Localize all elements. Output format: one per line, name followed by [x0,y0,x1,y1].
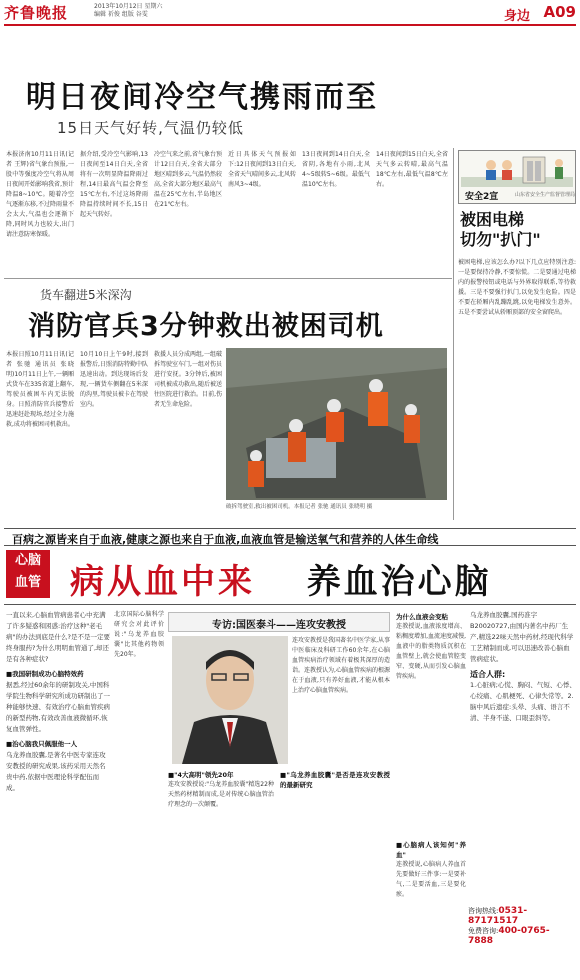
story1-subhead: 15日天气好转,气温仍较低 [57,119,244,137]
sidebar-column [458,258,576,520]
hotline-label2: 免费咨询: [468,927,499,935]
ad-column [280,770,390,970]
section-divider [4,278,452,279]
safety-agency: 山东省安全生产监督管理局 [515,192,576,198]
ad-banner-text: 百病之源皆来自于血液,健康之源也来自于血液,血液血管是输送氧气和营养的人体生命线 [12,533,439,546]
ad-headline [70,554,492,603]
expert-portrait-image [172,636,288,764]
story1-col6: 14日夜间到15日白天,全省天气多云转晴,最高气温18℃左右,最低气温8℃左右。 [376,151,448,188]
story2-column [154,350,222,520]
ad-label-line1: 心脑 [14,553,41,568]
interview-title: 专访:国医泰斗——连攻安教授 [212,620,346,631]
ad-qa-column [396,612,466,832]
story2-column [6,350,74,520]
ad-right-text: 乌龙养血胶囊,国药准字B20020727,由国内著名中药厂生产,精选22味天然中药材,经现代科学工艺精制而成,可以迅速改善心脑血管病症状。 [470,611,574,663]
ad-column [114,610,164,950]
story1-column [154,150,222,270]
story1-col4: 近日具体天气预报如下:12日夜间到13日白天,全省天气晴间多云,北风转南风3~4级。 [228,151,296,188]
ad-column [396,840,466,970]
safety-banner [458,150,576,204]
interview-text: 连攻安教授是我国著名中医学家,从事中医临床及科研工作60余年,在心脑血管疾病治疗领域有着极其深厚的造诣。连教授认为,心脑血管疾病的根源在于血液,只有养好血液,才能从根本上治疗心脑血管疾病。 [292,637,390,694]
section-name: 身边 [503,9,530,24]
photo-caption: 破拆驾驶室,救出被困司机。本报记者 张驰 通讯员 张晓明 摄 [226,504,373,510]
story1-col1: 本报济南10月11日讯(记者 王辉)省气象台预报,一股中等强度冷空气将从周日夜间开始影响我省,预计降温8~10℃。随着冷空气逐渐东移,不过降雨量不会太大,气温也会逐渐下降,同时风力也较大,出门请注意防寒保暖。 [6,151,74,238]
ad-subhead3: ■"4大高明"领先20年 [168,771,234,779]
story2-column [80,350,148,520]
ad-intro-text: 一直以来,心脑血管病患者心中充满了许多疑惑和困惑:治疗这种"老毛病"的办法到底是什么?是不是一定要终身服药?为什么明明血管通了,却还是有各种症状? [6,611,110,663]
ad-subhead5: ■心脑病人该知何"养血" [396,841,466,859]
story1-col5: 13日夜间到14日白天,全省阴,各地有小雨,北风4~5级转5~6级。最低气温10℃左右。 [302,151,370,188]
story1-column [80,150,148,270]
masthead-date: 2013年10月12日 星期六 [94,3,163,10]
ad-subhead1: ■我国研制成功心脑特效药 [6,670,84,678]
ad-column [168,770,274,970]
ad-text5: 连教授说,心脑病人养血首先要做好三件事:一是要补气,二是要活血,三是要化瘀。 [396,861,466,898]
ad-text2: 乌龙养血胶囊,是著名中医专家连攻安教授的研究成果,该药采用天然名贵中药,依据中医理论科学配伍而成。 [6,751,106,792]
ad-banner [4,528,576,546]
sidebar-title-line1: 被困电梯 [460,210,525,229]
story2-col2: 10月10日上午9时,接到报警后,日照消防特勤中队迅速出动。到达现场后发现,一辆货车侧翻在5米深的沟里,驾驶员被卡在驾驶室内。 [80,351,148,408]
story1-column [302,150,370,270]
story1-column [6,150,74,270]
story1-column [228,150,296,270]
story2-col3: 救援人员分成两组,一组破拆驾驶室车门,一组对伤员进行安抚。3分钟后,被困司机被成功救出,随后被送往医院进行救治。目前,伤者无生命危险。 [154,351,222,408]
expert-portrait [172,636,288,764]
ad-text4: 连攻安教授说:"乌龙养血胶囊"精选22种天然药材精制而成,是对传统心脑血管治疗理念的一次颠覆。 [168,781,274,808]
ad-category-label [6,550,50,598]
ad-subhead2: ■治心脑我只佩服他一人 [6,740,78,748]
suitable-title: 适合人群: [470,670,506,679]
interview-box [168,612,390,632]
story1-headline: 明日夜间冷空气携雨而至 [26,80,378,115]
ad-intro [6,610,110,794]
newspaper-logo: 齐鲁晚报 [4,4,69,22]
masthead-editors: 编辑 祈俊 组版 谷雯 [94,11,148,18]
column-divider [453,148,454,520]
sidebar-title-line2: 切勿"扒门" [460,230,541,249]
story2-col1: 本报日照10月11日讯(记者 张驰 通讯员 张晓明)10月11日上午,一辆厢式货车在335省道上翻车,驾驶员被困车内无法脱身。日照消防官兵接警后迅速赶赴现场,经过全力施救,成功将被困司机救出。 [6,351,74,428]
interview-column [292,636,390,766]
hotline-box [468,906,574,960]
story2-kicker: 货车翻进5米深沟 [40,288,132,302]
story1-column [376,150,448,270]
ad-q-label: 为什么血液会变粘 [396,613,448,621]
hotline-number2[interactable]: 400-0765-7888 [468,926,550,946]
suitable-text: 1.心脏病;心慌、胸闷、气短、心悸、心绞痛、心肌梗死、心律失常等。2.脑中风后遗症:头晕、头痛、语言不清、半身不遂、口眼歪斜等。 [470,681,576,722]
ad-headline-part2: 养血治心脑 [306,562,492,602]
hotline-number[interactable]: 0531-87171517 [468,906,528,926]
rescue-photo-image [226,348,447,500]
ad-right-column [470,610,576,724]
story1-col3: 冷空气来之前,省气象台预计12日白天,全省大部分地区晴到多云,气温仍然较高,全省大部分地区最高气温在25℃左右,半岛地区在21℃左右。 [154,151,222,208]
ad-headline-part1: 病从血中来 [70,562,255,602]
masthead-info [94,3,162,19]
ad-subhead4: ■"乌龙养血胶囊"是否是连攻安教授的最新研究 [280,771,390,789]
ad-label-line2: 血管 [14,575,41,590]
page-number: A09 [543,3,576,21]
ad-text1: 据悉,经过60余年的研制攻关,中国科学院生物科学研究所成功研制出了一种能够快速、有效治疗心脑血管疾病的新型药物,有效改善血液微循环,恢复血管弹性。 [6,681,110,733]
sidebar-text: 被困电梯,应该怎么办?以下几点应特别注意:一是要保持冷静,不要惊慌。二是要通过电梯内的报警按钮或电话与外界取得联系,等待救援。三是不要强行扒门,以免发生危险。四是不要在轿厢内乱蹦乱跳,以免电梯发生意外。五是不要尝试从轿厢顶部的安全窗爬出。 [458,259,576,316]
rescue-photo [226,348,447,500]
story1-col2: 据介绍,受冷空气影响,13日夜间至14日白天,全省将有一次明显降温降雨过程,14日最高气温会降至15℃左右,不过这场降雨降温持续时间不长,15日起天气转好。 [80,151,148,218]
sidebar-title [460,210,541,250]
story2-headline: 消防官兵3分钟救出被困司机 [28,311,384,342]
hotline-label: 咨询热线: [468,907,499,915]
masthead [4,2,576,26]
ad-text3: 北京国际心脑科学研究会对此评价说:"乌龙养血胶囊"比其他药物领先20年。 [114,611,164,658]
ad-q-text: 连教授说,血液浓度增高、粘稠度增加,血流速度减慢,血液中的脂类物质沉积在血管壁上,就会使血管腔变窄、变硬,从而引发心脑血管疾病。 [396,623,466,680]
safety-illustration [461,153,573,187]
safety-label: 安全2宣 [465,192,499,202]
ad-headline-rule [4,604,576,605]
